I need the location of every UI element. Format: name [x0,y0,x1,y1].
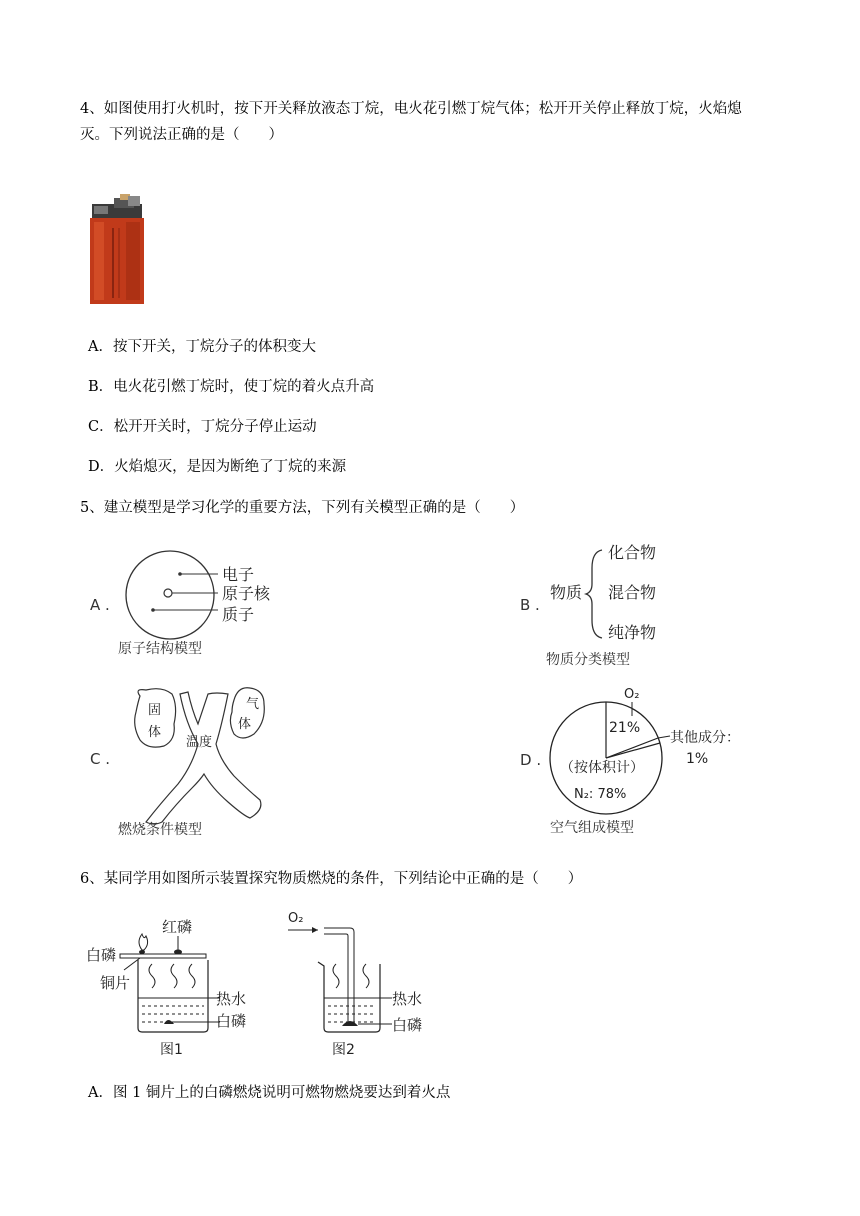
hot-water-label-2: 热水 [392,990,423,1008]
red-phosphorus-label: 红磷 [162,918,193,936]
lighter-image [86,168,150,306]
o2-percent: 21% [609,720,641,736]
nucleus-label: 原子核 [222,584,271,603]
gas-label-1: 气 [246,697,260,712]
white-phosphorus-bottom-label: 白磷 [216,1012,247,1030]
q6-option-a: A．图 1 铜片上的白磷燃烧说明可燃物燃烧要达到着火点 [88,1085,451,1101]
q4-option-d: D．火焰熄灭，是因为断绝了丁烷的来源 [88,459,347,475]
q4-stem-line1: 4、如图使用打火机时，按下开关释放液态丁烷，电火花引燃丁烷气体；松开开关停止释放丁烷，火焰熄 [80,101,742,117]
n2-label: N₂: 78% [574,787,627,802]
air-model-caption: 空气组成模型 [550,820,634,836]
q4-option-b: B．电火花引燃丁烷时，使丁烷的着火点升高 [88,379,375,395]
solid-label-2: 体 [148,725,162,740]
option-a-letter: A . [90,596,110,614]
copper-sheet-label: 铜片 [100,974,131,992]
by-volume-label: （按体积计） [560,760,644,776]
atom-structure-model [88,548,288,660]
option-d-letter: D . [520,751,542,769]
white-phosphorus-label-2: 白磷 [392,1016,423,1034]
hot-water-label-1: 热水 [216,990,247,1008]
figure-2-caption: 图2 [332,1042,355,1058]
q6-stem: 6、某同学用如图所示装置探究物质燃烧的条件，下列结论中正确的是（ ） [80,871,583,887]
compound-label: 化合物 [608,543,657,562]
temperature-label: 温度 [186,735,213,750]
q4-stem-line2: 灭。下列说法正确的是（ ） [80,127,283,143]
substance-root-label: 物质 [550,583,583,602]
q4-option-a: A．按下开关，丁烷分子的体积变大 [88,339,316,355]
other-components-label: 其他成分： [670,730,740,746]
classification-model-caption: 物质分类模型 [546,652,630,668]
solid-label-1: 固 [148,703,162,718]
experiment-figure-2 [284,906,434,1062]
substance-classification-model [518,540,678,670]
atom-model-caption: 原子结构模型 [118,641,202,657]
electron-label: 电子 [222,565,255,584]
gas-label-2: 体 [238,717,252,732]
figure-1-caption: 图1 [160,1042,183,1058]
proton-label: 质子 [222,605,255,624]
q4-option-c: C．松开开关时，丁烷分子停止运动 [88,419,317,435]
other-percent: 1% [686,751,709,767]
mixture-label: 混合物 [608,583,657,602]
combustion-model-caption: 燃烧条件模型 [118,822,202,838]
experiment-figure-1 [86,906,256,1062]
option-c-letter: C . [90,750,111,768]
q5-stem: 5、建立模型是学习化学的重要方法，下列有关模型正确的是（ ） [80,500,525,516]
air-composition-model [518,680,748,840]
option-b-letter: B . [520,596,540,614]
white-phosphorus-top-label: 白磷 [86,946,117,964]
o2-inlet-label: O₂ [288,911,304,926]
combustion-condition-model [88,684,288,840]
o2-label: O₂ [624,687,640,702]
pure-substance-label: 纯净物 [608,623,657,642]
